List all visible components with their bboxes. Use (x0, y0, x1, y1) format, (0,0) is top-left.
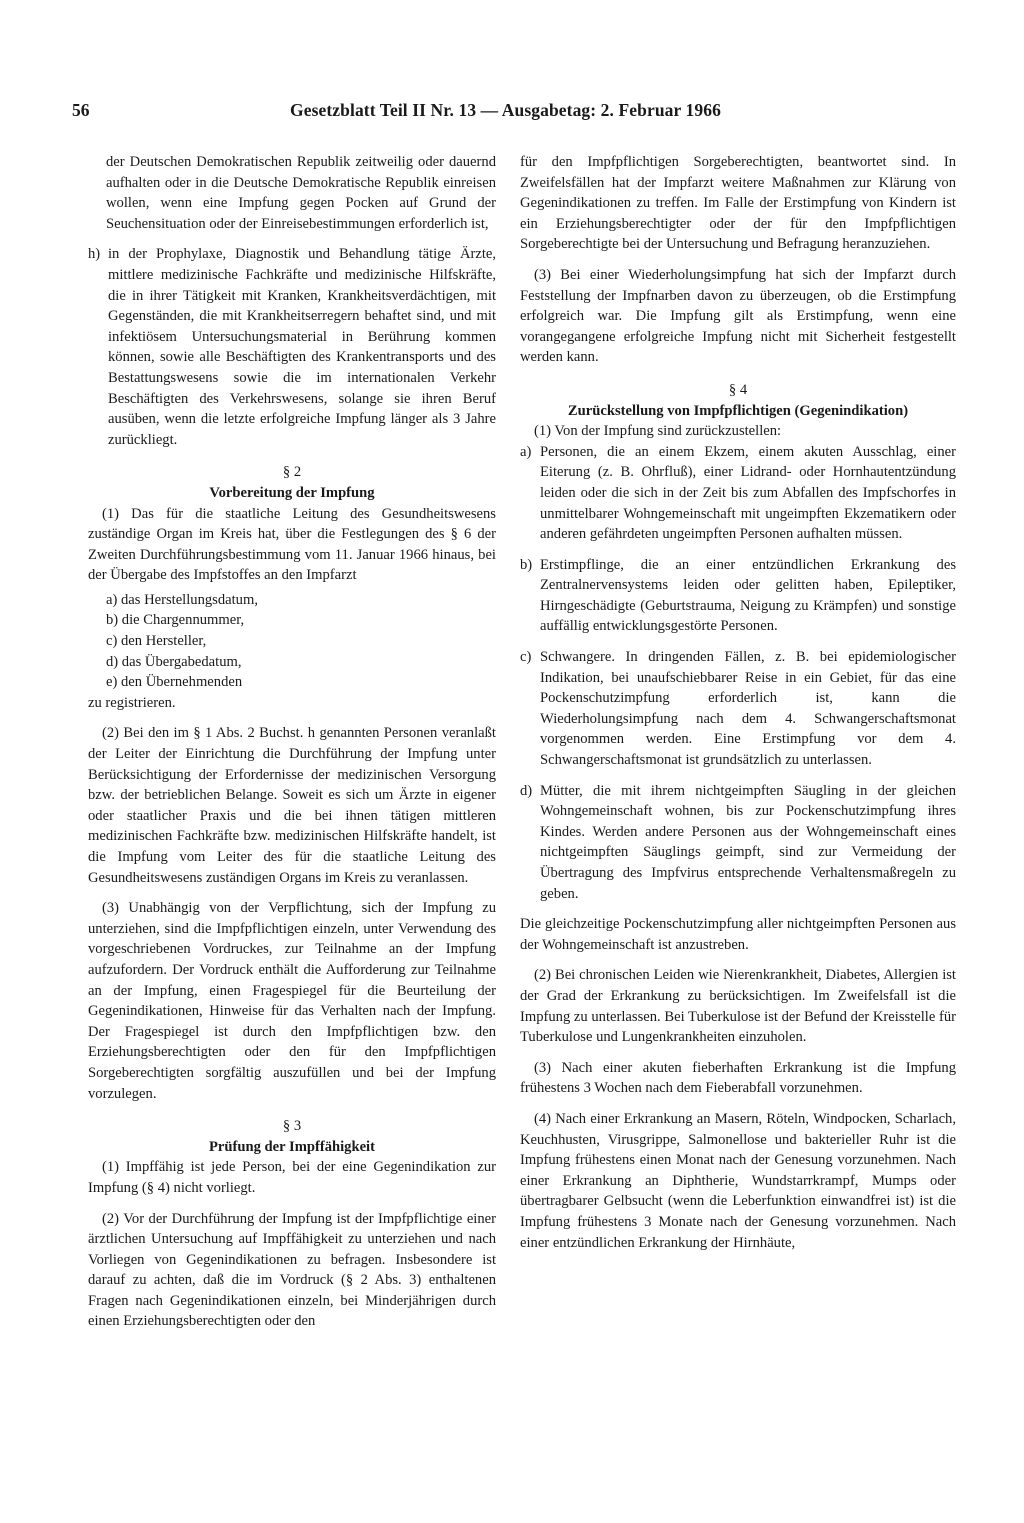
item-label: h) (88, 246, 101, 263)
list-item-h (88, 244, 496, 450)
item-text: Mütter, die mit ihrem nichtgeimpften Säugling in der gleichen Wohngemeinschaft wohnen, bis zur Pockenschutzimpfung ihres Kindes. Werden andere Personen aus der Wohngemeinschaft eines nichtgeimpften Säuglings geimpft, sind zur Vermeidung der Übertragung des Impfvirus entsprechende Verhaltensmaßregeln zu geben. (540, 782, 956, 902)
section-title-3: Prüfung der Impffähigkeit (209, 1138, 375, 1155)
item-label: d) (520, 782, 533, 799)
item-label: c) (520, 649, 532, 666)
paragraph: (2) Vor der Durchführung der Impfung ist der Impfpflichtige einer ärztlichen Untersuchung auf Impffähigkeit zu unterziehen und nach Vorliegen von Gegenindikationen zu befragen. Insbesondere ist darauf zu achten, daß die im Vordruck (§ 2 Abs. 3) enthaltenen Fragen nach Gegenindikationen einzeln, bei Minderjährigen durch einen Erziehungsberechtigten oder den (88, 1210, 496, 1330)
paragraph: zu registrieren. (88, 694, 176, 711)
list-item: a) das Herstellungsdatum, (106, 591, 258, 608)
section-title-2: Vorbereitung der Impfung (209, 484, 375, 501)
section-title-4: Zurückstellung von Impfpflichtigen (Gegenindikation) (567, 402, 909, 419)
item-label: b) (520, 556, 533, 573)
list-item-a (520, 442, 956, 545)
page-number: 56 (72, 100, 90, 120)
item-text: Personen, die an einem Ekzem, einem akuten Ausschlag, einer Eiterung (z. B. Ohrfluß), einer Lidrand- oder Hornhautentzündung leiden oder die sich in der Zeit bis zum Abfallen des Impfschorfes in unmittelbarer Wohngemeinschaft mit ungeimpften Ekzematikern oder anderen gefährdeten ungeimpften Personen aufhalten müssen. (540, 443, 956, 543)
right-column (520, 152, 956, 1253)
running-title: Gesetzblatt Teil II Nr. 13 — Ausgabetag: 2. Februar 1966 (290, 100, 721, 120)
item-label: a) (520, 443, 532, 460)
paragraph: Die gleichzeitige Pockenschutzimpfung aller nichtgeimpften Personen aus der Wohngemeinschaft ist anzustreben. (520, 916, 956, 953)
list-item: b) die Chargennummer, (106, 612, 245, 629)
page-header (72, 96, 960, 126)
section-number-4: § 4 (728, 381, 748, 398)
paragraph: (1) Impffähig ist jede Person, bei der eine Gegenindikation zur Impfung (§ 4) nicht vorliegt. (88, 1159, 496, 1196)
paragraph: (1) Von der Impfung sind zurückzustellen: (534, 423, 782, 440)
list-item-b (520, 555, 956, 637)
paragraph: (3) Nach einer akuten fieberhaften Erkrankung ist die Impfung frühestens 3 Wochen nach dem Fieberabfall vorzunehmen. (520, 1059, 956, 1097)
paragraph: (4) Nach einer Erkrankung an Masern, Röteln, Windpocken, Scharlach, Keuchhusten, Virusgrippe, Salmonellose und bakterieller Ruhr ist die Impfung frühestens einen Monat nach der Genesung vorzunehmen. Nach einer Erkrankung an Diphtherie, Wundstarrkrampf, Mumps oder übertragbarer Gelbsucht (wenn die Leberfunktion einwandfrei ist) ist die Impfung frühestens 3 Monate nach der Genesung vorzunehmen. Nach einer entzündlichen Erkrankung der Hirnhäute, (520, 1110, 956, 1251)
list-item: c) den Hersteller, (106, 633, 207, 650)
paragraph: (3) Unabhängig von der Verpflichtung, sich der Impfung zu unterziehen, sind die Impfpflichtigen einzeln, unter Verwendung des vorgeschriebenen Vordruckes, zur Teilnahme an der Impfung aufzufordern. Der Vordruck enthält die Aufforderung zur Teilnahme an der Impfung, einen Fragespiegel für die Beurteilung der Gegenindikationen, Hinweise für das Verhalten nach der Impfung. Der Fragespiegel ist durch den Impfpflichtigen bzw. den Erziehungsberechtigten oder den für den Impfpflichtigen Sorgeberechtigten sorgfältig auszufüllen und bei der Impfung vorzulegen. (88, 900, 496, 1102)
paragraph: (1) Das für die staatliche Leitung des Gesundheitswesens zuständige Organ im Kreis hat, über die Festlegungen des § 6 der Zweiten Durchführungsbestimmung vom 11. Januar 1966 hinaus, bei der Übergabe des Impfstoffes an den Impfarzt (88, 505, 496, 584)
list-item-c (520, 647, 956, 771)
item-text: Erstimpflinge, die an einer entzündlichen Erkrankung des Zentralnervensystems leiden oder gelitten haben, Epileptiker, Hirngeschädigte (Geburtstrauma, Neigung zu Krämpfen) und sonstige auffällig entwicklungsgestörte Personen. (540, 556, 956, 635)
section-number-2: § 2 (282, 464, 302, 481)
list-item: d) das Übergabedatum, (106, 653, 242, 670)
item-text: Schwangere. In dringenden Fällen, z. B. bei epidemiologischer Indikation, bei unaufschiebbarer Reise in ein Gebiet, für das eine Pockenschutzimpfung erforderlich ist, kann die Wiederholungsimpfung nach dem 4. Schwangerschaftsmonat vorgenommen werden. Eine Erstimpfung vor dem 4. Schwangerschaftsmonat ist grundsätzlich zu unterlassen. (540, 649, 956, 769)
item-text: in der Prophylaxe, Diagnostik und Behandlung tätige Ärzte, mittlere medizinische Fachkräfte und medizinische Hilfskräfte, die in ihrer Tätigkeit mit Kranken, Krankheitsverdächtigen, mit Gegenständen, die mit Krankheitserregern behaftet sind, und mit infektiösem Untersuchungsmaterial in Berührung kommen können, sowie alle Beschäftigten des Krankentransports und des Bestattungswesens sowie die im internationalen Verkehr Beschäftigten des Verkehrswesens, solange sie ihren Beruf ausüben, wenn die letzte erfolgreiche Impfung länger als 3 Jahre zurückliegt. (108, 246, 496, 448)
paragraph: (2) Bei den im § 1 Abs. 2 Buchst. h genannten Personen veranlaßt der Leiter der Einrichtung die Durchführung der Impfung unter Berücksichtigung der Erfordernisse der medizinischen Versorgung bzw. der betrieblichen Belange. Soweit es sich um Ärzte in eigener oder staatlicher Praxis und die bei ihnen tätigen mittleren medizinischen Fachkräfte bzw. medizinischen Hilfskräfte handelt, ist die Impfung vom Leiter des für die staatliche Leitung des Gesundheitswesens zuständigen Organs im Kreis zu veranlassen. (88, 725, 496, 886)
list-item: e) den Übernehmenden (106, 674, 243, 691)
list-item-d (520, 781, 956, 905)
continued-item-g: der Deutschen Demokratischen Republik zeitweilig oder dauernd aufhalten oder in die Deutsche Demokratische Republik einreisen wollen, wenn eine Impfung gegen Pocken auf Grund der Seuchensituation oder der Einreisebestimmungen erforderlich ist, (106, 154, 496, 232)
paragraph: (2) Bei chronischen Leiden wie Nierenkrankheit, Diabetes, Allergien ist der Grad der Erkrankung zu berücksichtigen. Im Zweifelsfall ist die Impfung zu unterlassen. Bei Tuberkulose ist der Befund der Kreisstelle für Tuberkulose und Lungenkrankheiten einzuholen. (520, 967, 956, 1046)
section-number-3: § 3 (282, 1118, 302, 1135)
left-column (88, 152, 496, 1332)
paragraph: (3) Bei einer Wiederholungsimpfung hat sich der Impfarzt durch Feststellung der Impfnarben davon zu überzeugen, ob die Erstimpfung erfolgreich war. Die Impfung gilt als Erstimpfung, wenn eine vorangegangene erfolgreiche Impfung nicht mit Sicherheit festgestellt werden kann. (520, 266, 956, 366)
paragraph: für den Impfpflichtigen Sorgeberechtigten, beantwortet sind. In Zweifelsfällen hat der Impfarzt weitere Maßnahmen zur Klärung von Gegenindikationen zu treffen. Im Falle der Erstimpfung von Kindern ist ein Erziehungsberechtigter oder der für den Impfpflichtigen Sorgeberechtigte bei der Untersuchung und Befragung heranzuziehen. (520, 154, 956, 253)
